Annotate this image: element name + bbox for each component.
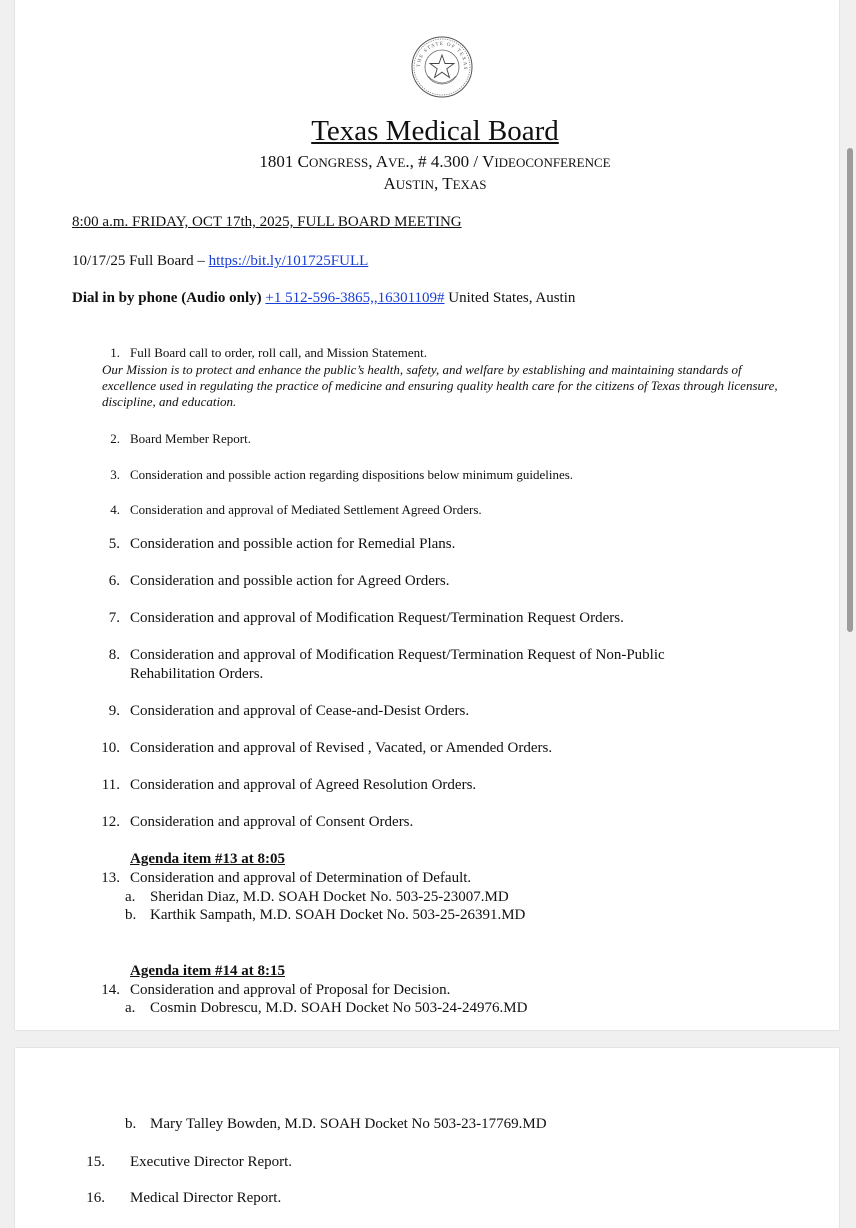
sub-item-text: Mary Talley Bowden, M.D. SOAH Docket No 503-23-17769.MD	[150, 1116, 547, 1132]
agenda-item-text: Consideration and approval of Agreed Resolution Orders.	[130, 777, 477, 793]
agenda-item-text: Medical Director Report.	[130, 1190, 282, 1206]
sub-item-label: b.	[125, 907, 137, 923]
agenda-item-text: Full Board call to order, roll call, and Mission Statement.	[130, 345, 427, 360]
agenda-item-text: Consideration and approval of Determination of Default.	[130, 870, 472, 886]
item-number: 13.	[101, 870, 120, 886]
agenda-item-text: Consideration and approval of Cease-and-Desist Orders.	[130, 703, 470, 719]
address-line: 1801 CONGRESS, AVE., # 4.300 / VIDEOCONFERENCE	[259, 152, 611, 171]
sub-item-label: b.	[125, 1116, 137, 1132]
agenda-item-text: Consideration and approval of Revised , Vacated, or Amended Orders.	[130, 740, 553, 756]
agenda-item-text: Consideration and approval of Modification Request/Termination Request of Non-Public	[130, 647, 665, 663]
item-number: 14.	[101, 982, 120, 998]
item-number: 8.	[108, 647, 120, 663]
board-title: Texas Medical Board	[311, 115, 559, 147]
item-number: 2.	[110, 431, 120, 446]
item-number: 12.	[101, 814, 120, 830]
agenda-item-text-continued: Rehabilitation Orders.	[130, 666, 264, 682]
agenda-item-text: Board Member Report.	[130, 431, 251, 446]
agenda-item-text: Consideration and possible action for Remedial Plans.	[130, 536, 456, 552]
agenda-item-text: Consideration and possible action regarding dispositions below minimum guidelines.	[130, 467, 574, 482]
dial-in-phone-link[interactable]: +1 512-596-3865,,16301109#	[265, 290, 445, 306]
meeting-link[interactable]: https://bit.ly/101725FULL	[208, 253, 369, 269]
sub-item-text: Cosmin Dobrescu, M.D. SOAH Docket No 503-24-24976.MD	[150, 1000, 528, 1016]
item-number: 3.	[110, 467, 120, 482]
sub-item-label: a.	[125, 1000, 136, 1016]
item-number: 11.	[101, 777, 120, 793]
agenda-item-text: Consideration and approval of Proposal for Decision.	[130, 982, 451, 998]
agenda-item-text: Consideration and approval of Mediated Settlement Agreed Orders.	[130, 502, 482, 517]
agenda-time-header: Agenda item #13 at 8:05	[130, 851, 285, 867]
item-number: 10.	[101, 740, 120, 756]
sub-item-label: a.	[125, 889, 136, 905]
city-line: AUSTIN, TEXAS	[383, 174, 487, 193]
item-number: 5.	[108, 536, 120, 552]
svg-text:THE STATE OF TEXAS: THE STATE OF TEXAS	[416, 41, 468, 71]
dial-in-line: Dial in by phone (Audio only) +1 512-596-3865,,16301109# United States, Austin	[72, 290, 576, 306]
item-number: 4.	[110, 502, 120, 517]
agenda-item-text: Consideration and possible action for Agreed Orders.	[130, 573, 450, 589]
meeting-link-line: 10/17/25 Full Board – https://bit.ly/101725FULL	[72, 253, 369, 269]
item-number: 1.	[110, 345, 120, 360]
agenda-item-text: Executive Director Report.	[130, 1154, 293, 1170]
agenda-item-text: Consideration and approval of Modification Request/Termination Request Orders.	[130, 610, 624, 626]
item-number: 15.	[86, 1154, 105, 1170]
meeting-heading: 8:00 a.m. FRIDAY, OCT 17th, 2025, FULL BOARD MEETING	[72, 214, 462, 230]
agenda-time-header: Agenda item #14 at 8:15	[130, 963, 285, 979]
item-number: 9.	[108, 703, 120, 719]
sub-item-text: Sheridan Diaz, M.D. SOAH Docket No. 503-25-23007.MD	[150, 889, 509, 905]
vertical-scrollbar[interactable]	[847, 148, 853, 632]
item-number: 7.	[108, 610, 120, 626]
document-page-1	[15, 0, 839, 1030]
item-number: 6.	[108, 573, 120, 589]
mission-statement: Our Mission is to protect and enhance the public’s health, safety, and welfare by establishing and maintaining standards of excellence used in regulating the practice of medicine and ensuring quality health care for the citizens of Texas through licensure, discipline, and education.	[102, 362, 778, 409]
document-page-2	[15, 1048, 839, 1228]
item-number: 16.	[86, 1190, 105, 1206]
agenda-item-text: Consideration and approval of Consent Orders.	[130, 814, 414, 830]
sub-item-text: Karthik Sampath, M.D. SOAH Docket No. 503-25-26391.MD	[150, 907, 526, 923]
texas-seal-logo	[411, 36, 473, 98]
